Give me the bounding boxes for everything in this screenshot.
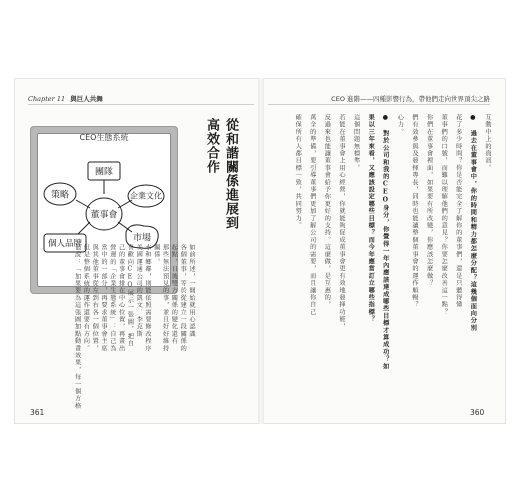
- left-text-column: 己的董事會排在中心位置，再畫出: [117, 244, 125, 352]
- left-text-column: 與其他董事從左到右各一個位置，: [91, 244, 99, 352]
- right-text-column: 董事們的口號，而難以理解他們的意見？你要怎麼改善這一點？: [440, 114, 448, 316]
- right-text-column: 們有效參與及發揮專長，同時也能讓整個董事會的運作順暢？: [410, 114, 418, 309]
- chapter-number: Chapter 11: [28, 95, 66, 103]
- connector-brand: [78, 222, 90, 234]
- book-spine: [258, 78, 264, 424]
- left-text-column: 那些無法預見的事，並且好好維持: [161, 244, 169, 352]
- left-text-column: 如前所述，一開始就用心認識: [187, 244, 195, 338]
- right-text-column: 若能在董事會上用心經營，你就能夠促成董事會更有效地發揮功能，: [337, 114, 345, 330]
- right-text-column: 這個問題無標準。: [352, 114, 360, 172]
- node-center-label: 董事會: [90, 210, 118, 221]
- left-text-column: 當中的一部分，再要求董事會主席: [99, 244, 107, 352]
- left-text-column: 關係。: [152, 244, 160, 266]
- left-text-column: 但是整個系統的運作還要有方向。: [82, 244, 90, 352]
- left-text-column: 起點，日後雙方關係的變化還有: [170, 244, 178, 345]
- left-text-column: 水和鄉鄰，則能依照需要修改程序: [143, 244, 151, 352]
- left-text-column: 各個董事，等於從建立一段關係的: [179, 244, 187, 352]
- node-brand-label: 個人品牌: [47, 239, 83, 249]
- left-page-number: 361: [30, 408, 45, 417]
- right-page-number: 360: [470, 408, 485, 417]
- node-strategy-label: 策略: [50, 190, 70, 201]
- left-text-column: 美國運通公司的凱文．李克斯: [135, 244, 143, 338]
- right-page-header: CEO 進階——四種影響行為，帶他們走向世界頂尖之路: [331, 95, 490, 103]
- right-text-column: 確保所有人都目標一致，共同努力。: [294, 114, 302, 230]
- left-text-column: 喜歡向CEO展示一張圖，把自: [126, 244, 134, 348]
- right-text-column: ● 對於公司和我的CEO身分，你覺得一年內應該達成哪些目標才算成功？如: [381, 114, 389, 370]
- node-culture-label: 企業文化: [130, 191, 162, 201]
- right-text-column: 果以三年來看，又應該設定哪些目標？而今年應當訂立哪些指標？: [367, 114, 375, 323]
- left-text-column: 他說：「加果要為這張圖加點動畫效果，每一個方格: [73, 244, 81, 410]
- right-text-column: 反過來也能讓董事會給予你更好的支持。這麼做，是互惠的，: [323, 114, 331, 309]
- chapter-title: 與巨人共舞: [70, 95, 103, 103]
- right-text-column: ● 過去在董事會中，你的時間和精力都怎麼分配？這幾個面向分別: [469, 114, 477, 332]
- left-header-rule: [28, 104, 254, 105]
- chapter-header: [28, 95, 103, 103]
- figure-title: CEO生態系統: [79, 133, 129, 142]
- section-title: 從和諧關係進展到高效合作: [204, 118, 238, 230]
- right-text-column: 花了多少時間？你是否能完全了解你的董事們，還是只聽得懂: [454, 114, 462, 309]
- node-team-label: 團隊: [94, 167, 114, 178]
- right-text-column: 你們在董事會裡面，如果要有所改變，你應該怎麼做？: [425, 114, 433, 287]
- right-text-column: 心力。: [396, 114, 404, 136]
- right-text-column: 萬全的準備，要引導董事們更加了解公司的需要，而且讓你自己: [308, 114, 316, 316]
- node-market-label: 市場: [132, 233, 152, 244]
- right-header-rule: [268, 104, 490, 105]
- left-text-column: 營運的「企業生態系統」：自己為: [108, 244, 116, 352]
- right-page-body: [284, 114, 491, 370]
- left-page-body: [70, 244, 195, 410]
- right-text-column: 互動中上的資訊。: [483, 114, 491, 172]
